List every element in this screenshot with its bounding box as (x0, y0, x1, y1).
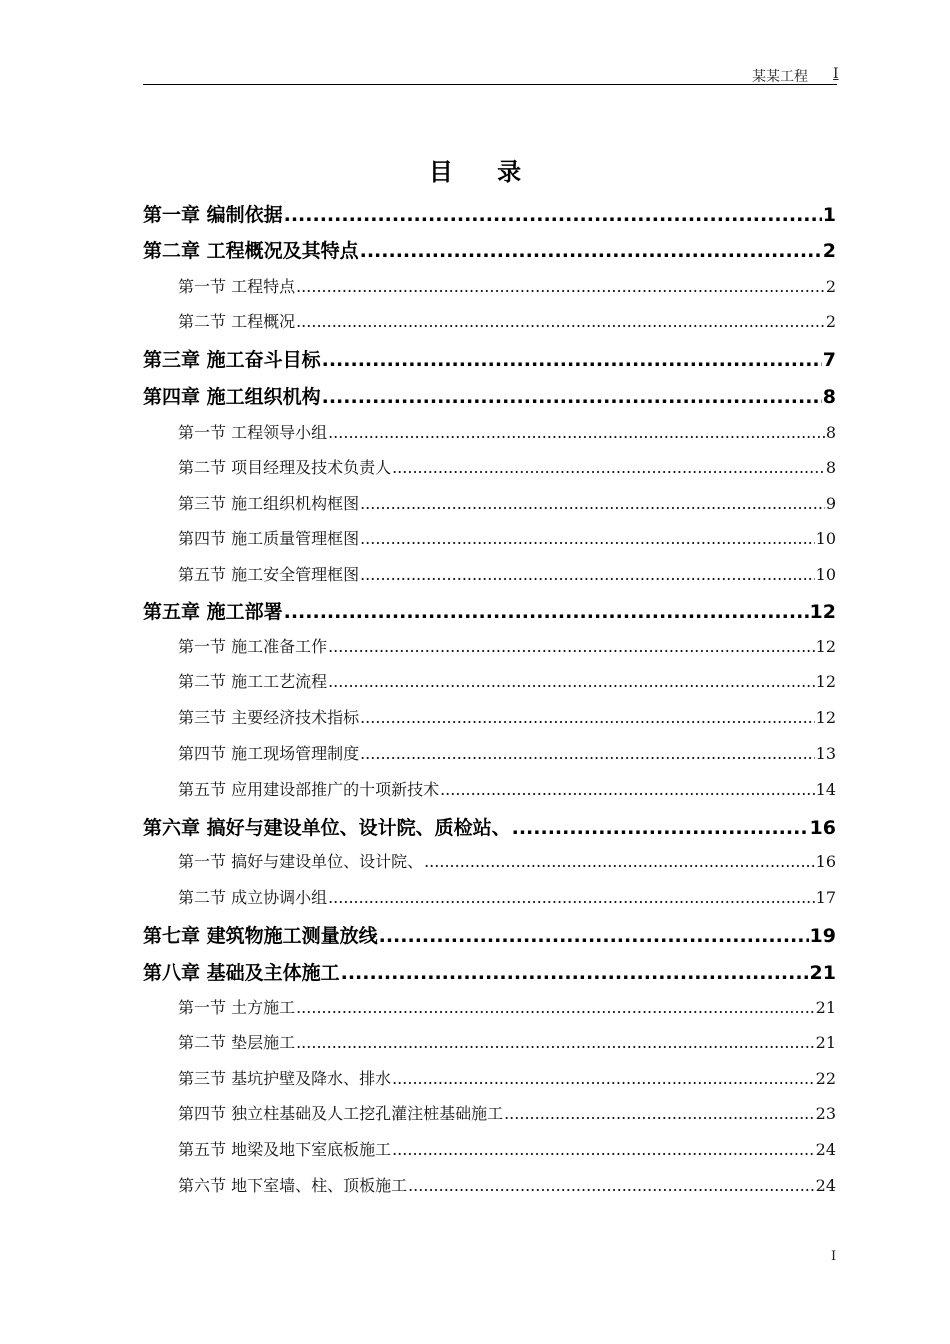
toc-section-entry[interactable] (178, 705, 836, 728)
toc-entry-page: 24 (815, 1140, 836, 1159)
header-title: 某某工程 (752, 69, 808, 85)
toc-entry-page: 23 (815, 1104, 836, 1123)
toc-entry-label: 第二节 项目经理及技术负责人 (178, 458, 392, 477)
toc-chapter-entry[interactable] (143, 813, 836, 840)
toc-entry-page: 12 (815, 672, 836, 691)
toc-dot-leader (322, 349, 822, 371)
toc-entry-label: 第六章 搞好与建设单位、设计院、质检站、 (143, 817, 511, 839)
toc-entry-page: 17 (815, 888, 836, 907)
toc-section-entry[interactable] (178, 741, 836, 764)
toc-entry-page: 13 (815, 744, 836, 763)
toc-entry-label: 第五节 施工安全管理框图 (178, 565, 360, 584)
toc-dot-leader (379, 925, 809, 947)
toc-entry-label: 第一章 编制依据 (143, 204, 283, 226)
toc-entry-label: 第五章 施工部署 (143, 601, 283, 623)
header-page-number: I (833, 66, 839, 82)
toc-section-entry[interactable] (178, 1066, 836, 1089)
toc-entry-label: 第七章 建筑物施工测量放线 (143, 925, 378, 947)
toc-dot-leader (360, 744, 815, 763)
toc-section-entry[interactable] (178, 562, 836, 585)
toc-dot-leader (440, 780, 815, 799)
toc-dot-leader (328, 888, 815, 907)
toc-entry-page: 8 (825, 423, 836, 442)
toc-entry-label: 第三节 施工组织机构框图 (178, 494, 360, 513)
toc-chapter-entry[interactable] (143, 921, 836, 948)
toc-section-entry[interactable] (178, 526, 836, 549)
toc-dot-leader (296, 277, 825, 296)
toc-dot-leader (360, 529, 815, 548)
toc-dot-leader (322, 386, 822, 408)
toc-entry-label: 第一节 施工准备工作 (178, 637, 328, 656)
toc-entry-label: 第五节 地梁及地下室底板施工 (178, 1140, 392, 1159)
toc-chapter-entry[interactable] (143, 236, 836, 263)
toc-dot-leader (284, 204, 822, 226)
toc-dot-leader (328, 672, 815, 691)
toc-entry-label: 第三节 主要经济技术指标 (178, 708, 360, 727)
toc-entry-label: 第二章 工程概况及其特点 (143, 240, 359, 262)
toc-entry-label: 第一节 搞好与建设单位、设计院、 (178, 852, 424, 871)
toc-chapter-entry[interactable] (143, 345, 836, 372)
toc-entry-page: 10 (815, 529, 836, 548)
toc-chapter-entry[interactable] (143, 958, 836, 985)
toc-section-entry[interactable] (178, 634, 836, 657)
toc-entry-label: 第一节 土方施工 (178, 998, 296, 1017)
toc-entry-page: 16 (809, 817, 836, 839)
toc-dot-leader (360, 565, 815, 584)
toc-dot-leader (284, 601, 809, 623)
toc-section-entry[interactable] (178, 995, 836, 1018)
toc-chapter-entry[interactable] (143, 200, 836, 227)
toc-section-entry[interactable] (178, 669, 836, 692)
toc-entry-page: 2 (825, 312, 836, 331)
toc-dot-leader (360, 708, 815, 727)
toc-entry-label: 第四章 施工组织机构 (143, 386, 321, 408)
toc-section-entry[interactable] (178, 1137, 836, 1160)
toc-entry-label: 第五节 应用建设部推广的十项新技术 (178, 780, 440, 799)
toc-dot-leader (424, 852, 815, 871)
toc-dot-leader (392, 1140, 815, 1159)
toc-dot-leader (328, 637, 815, 656)
toc-dot-leader (296, 312, 825, 331)
toc-entry-label: 第二节 成立协调小组 (178, 888, 328, 907)
toc-entry-label: 第二节 垫层施工 (178, 1033, 296, 1052)
toc-entry-page: 21 (809, 962, 836, 984)
toc-entry-label: 第一节 工程领导小组 (178, 423, 328, 442)
toc-entry-label: 第四节 施工质量管理框图 (178, 529, 360, 548)
toc-entry-page: 8 (825, 458, 836, 477)
toc-entry-page: 21 (815, 998, 836, 1017)
toc-entry-page: 12 (815, 637, 836, 656)
toc-entry-label: 第四节 施工现场管理制度 (178, 744, 360, 763)
toc-entry-label: 第二节 工程概况 (178, 312, 296, 331)
toc-section-entry[interactable] (178, 420, 836, 443)
toc-entry-label: 第四节 独立柱基础及人工挖孔灌注桩基础施工 (178, 1104, 504, 1123)
toc-dot-leader (408, 1176, 815, 1195)
toc-section-entry[interactable] (178, 885, 836, 908)
toc-entry-page: 12 (815, 708, 836, 727)
toc-dot-leader (512, 817, 809, 839)
toc-dot-leader (341, 962, 809, 984)
toc-dot-leader (360, 240, 822, 262)
toc-chapter-entry[interactable] (143, 382, 836, 409)
toc-dot-leader (360, 494, 825, 513)
toc-entry-page: 21 (815, 1033, 836, 1052)
toc-title: 目 录 (428, 158, 540, 186)
toc-dot-leader (392, 458, 825, 477)
toc-entry-page: 19 (809, 925, 836, 947)
toc-dot-leader (296, 1033, 815, 1052)
toc-entry-label: 第八章 基础及主体施工 (143, 962, 340, 984)
toc-entry-label: 第二节 施工工艺流程 (178, 672, 328, 691)
toc-entry-label: 第三章 施工奋斗目标 (143, 349, 321, 371)
toc-entry-page: 24 (815, 1176, 836, 1195)
toc-entry-label: 第三节 基坑护壁及降水、排水 (178, 1069, 392, 1088)
toc-section-entry[interactable] (178, 274, 836, 297)
toc-entry-page: 2 (822, 240, 836, 262)
toc-dot-leader (296, 998, 815, 1017)
toc-entry-page: 9 (825, 494, 836, 513)
toc-entry-page: 22 (815, 1069, 836, 1088)
toc-entry-page: 14 (815, 780, 836, 799)
toc-section-entry[interactable] (178, 777, 836, 800)
toc-chapter-entry[interactable] (143, 597, 836, 624)
toc-section-entry[interactable] (178, 1101, 836, 1124)
toc-entry-label: 第六节 地下室墙、柱、顶板施工 (178, 1176, 408, 1195)
toc-dot-leader (328, 423, 825, 442)
toc-dot-leader (392, 1069, 815, 1088)
toc-section-entry[interactable] (178, 1030, 836, 1053)
toc-dot-leader (504, 1104, 815, 1123)
toc-section-entry[interactable] (178, 849, 836, 872)
toc-section-entry[interactable] (178, 309, 836, 332)
toc-entry-page: 16 (815, 852, 836, 871)
toc-entry-page: 7 (822, 349, 836, 371)
toc-entry-page: 12 (809, 601, 836, 623)
toc-entry-page: 2 (825, 277, 836, 296)
header-rule (143, 84, 837, 85)
toc-section-entry[interactable] (178, 491, 836, 514)
toc-section-entry[interactable] (178, 455, 836, 478)
footer-page-number: I (831, 1249, 837, 1264)
toc-entry-page: 8 (822, 386, 836, 408)
toc-entry-page: 10 (815, 565, 836, 584)
toc-entry-label: 第一节 工程特点 (178, 277, 296, 296)
toc-entry-page: 1 (822, 204, 836, 226)
toc-section-entry[interactable] (178, 1173, 836, 1196)
